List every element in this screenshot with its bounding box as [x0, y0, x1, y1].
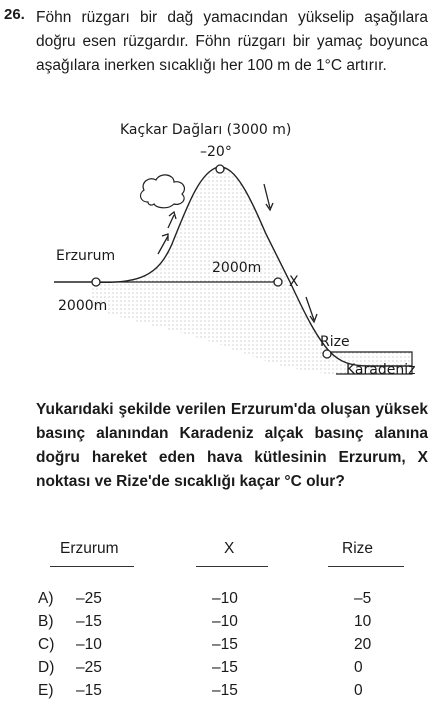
value-rize: 10	[354, 613, 372, 630]
arrow-down-icon-1	[264, 184, 273, 210]
x-point	[274, 278, 282, 286]
value-erzurum: –15	[76, 613, 102, 630]
header-x: X	[224, 540, 235, 557]
value-x: –15	[212, 659, 238, 676]
option-c[interactable]	[36, 636, 428, 658]
option-a[interactable]	[36, 590, 428, 612]
summit-point	[216, 165, 224, 173]
mountain-figure	[40, 112, 430, 402]
option-letter: E)	[38, 682, 54, 699]
value-erzurum: –25	[76, 659, 102, 676]
option-letter: A)	[38, 590, 54, 607]
value-x: –10	[212, 590, 238, 607]
value-x: –15	[212, 682, 238, 699]
option-letter: D)	[38, 659, 55, 676]
value-x: –10	[212, 613, 238, 630]
label-sea: Karadeniz	[346, 362, 416, 378]
option-e[interactable]	[36, 682, 428, 704]
label-erzurum-alt: 2000m	[58, 298, 108, 314]
label-x-alt: 2000m	[212, 260, 262, 276]
value-x: –15	[212, 636, 238, 653]
value-erzurum: –10	[76, 636, 102, 653]
option-b[interactable]	[36, 613, 428, 635]
mountain-diagram	[40, 112, 430, 402]
arrow-up-icon-1	[158, 234, 168, 254]
option-letter: C)	[38, 636, 55, 653]
label-rize: Rize	[320, 334, 350, 350]
figure-title: Kaçkar Dağları (3000 m)	[120, 122, 292, 138]
value-erzurum: –25	[76, 590, 102, 607]
label-x: X	[289, 274, 299, 290]
option-d[interactable]	[36, 659, 428, 681]
rize-point	[323, 350, 331, 358]
header-underline-erzurum	[50, 566, 134, 567]
summit-temp: –20°	[200, 144, 232, 160]
value-rize: 20	[354, 636, 372, 653]
value-rize: –5	[354, 590, 372, 607]
value-rize: 0	[354, 682, 363, 699]
cloud-icon	[141, 175, 185, 208]
value-rize: 0	[354, 659, 363, 676]
label-erzurum: Erzurum	[56, 248, 116, 264]
header-underline-x	[196, 566, 268, 567]
option-letter: B)	[38, 613, 54, 630]
header-erzurum: Erzurum	[60, 540, 119, 557]
erzurum-point	[92, 278, 100, 286]
question-prompt: Yukarıdaki şekilde verilen Erzurum'da oluşan yüksek basınç alanından Karadeniz alçak basınç alanına doğru hareket eden hava kütlesinin Erzurum, X noktası ve Rize'de sıcaklığı kaçar °C olur?	[36, 401, 428, 490]
question-number: 26.	[4, 6, 25, 23]
header-rize: Rize	[342, 540, 374, 557]
value-erzurum: –15	[76, 682, 102, 699]
question-text: Föhn rüzgarı bir dağ yamacından yükselip aşağılara doğru esen rüzgardır. Föhn rüzgarı bir yamaç boyunca aşağılara inerken sıcaklığı her 100 m de 1°C artırır.	[36, 9, 428, 74]
arrow-up-icon-2	[168, 212, 176, 228]
header-underline-rize	[328, 566, 404, 567]
